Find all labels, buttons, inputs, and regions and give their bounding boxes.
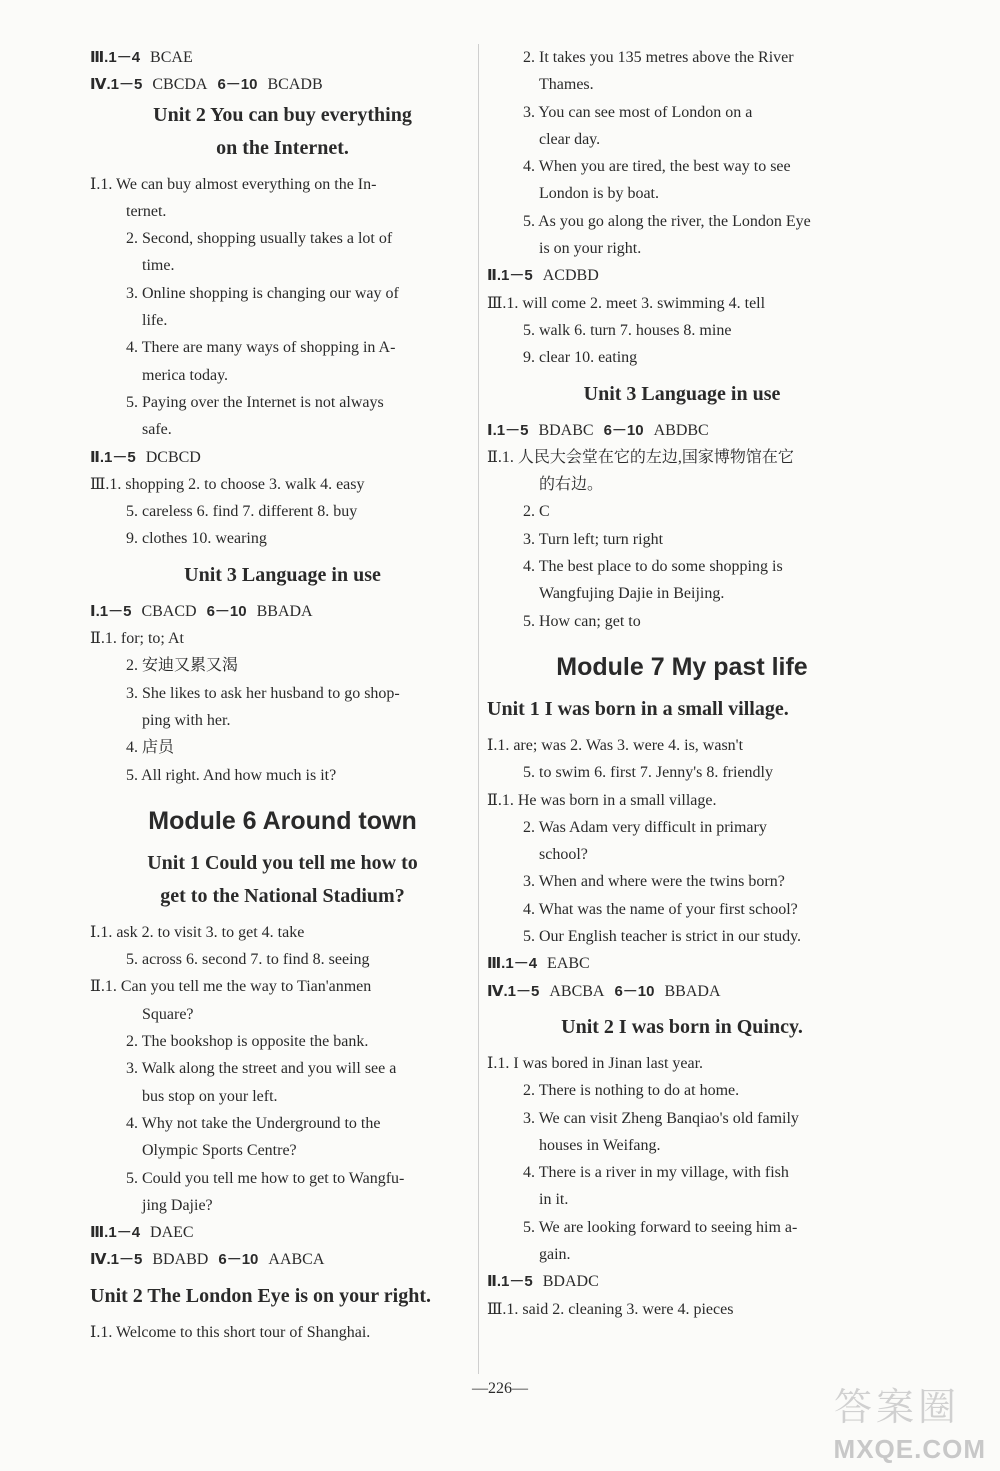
- answer-line: 5. Paying over the Internet is not always: [126, 393, 384, 411]
- answer-line: 9. clothes 10. wearing: [126, 530, 267, 548]
- unit-title: Unit 1 Could you tell me how to get to the National Stadium?: [147, 851, 418, 907]
- answer-line: Ⅲ.1－4 DAEC: [90, 1224, 194, 1242]
- answer-line: time.: [142, 257, 175, 275]
- answer-line: Ⅲ.1－4 BCAE: [90, 49, 193, 66]
- answer-line: is on your right.: [539, 240, 642, 258]
- answer-line: Ⅱ.1－5 ACDBD: [487, 267, 599, 285]
- answer-line: Ⅱ.1－5 DCBCD: [90, 448, 201, 466]
- unit-title: Unit 2 I was born in Quincy.: [561, 1015, 803, 1038]
- answer-line: 4. When you are tired, the best way to see: [523, 158, 791, 176]
- module-title: Module 6 Around town: [148, 806, 417, 835]
- answer-line: 4. Why not take the Underground to the: [126, 1114, 381, 1132]
- left-column: [90, 44, 475, 1346]
- answer-line: 2. Second, shopping usually takes a lot of: [126, 230, 393, 248]
- answer-line: Ⅳ.1－5 CBCDA 6－10 BCADB: [90, 76, 323, 94]
- answer-line: 3. You can see most of London on a: [523, 103, 753, 121]
- answer-line: Square?: [142, 1005, 194, 1023]
- answer-line: jing Dajie?: [142, 1196, 213, 1214]
- unit-title: Unit 2 You can buy everything on the Internet.: [153, 103, 412, 159]
- answer-line: 2. There is nothing to do at home.: [523, 1082, 740, 1100]
- watermark: MXQE.COM: [833, 1434, 986, 1464]
- answer-line: Ⅰ.1. Welcome to this short tour of Shanghai.: [90, 1323, 371, 1341]
- answer-line: Ⅲ.1. said 2. cleaning 3. were 4. pieces: [487, 1300, 734, 1318]
- answer-line: Ⅰ.1－5 BDABC 6－10 ABDBC: [487, 421, 709, 439]
- answer-line: houses in Weifang.: [539, 1136, 661, 1154]
- answer-line: Ⅳ.1－5 BDABD 6－10 AABCA: [90, 1251, 325, 1269]
- answer-line: Ⅰ.1. are; was 2. Was 3. were 4. is, wasn't: [487, 736, 744, 754]
- answer-line: in it.: [539, 1191, 569, 1209]
- answer-line: 5. All right. And how much is it?: [126, 766, 337, 784]
- answer-line: life.: [142, 312, 168, 330]
- column-divider: [478, 44, 479, 1374]
- answer-line: Ⅲ.1. shopping 2. to choose 3. walk 4. easy: [90, 475, 365, 493]
- answer-line: 5. walk 6. turn 7. houses 8. mine: [523, 321, 732, 339]
- answer-line: bus stop on your left.: [142, 1087, 278, 1105]
- unit-title: Unit 3 Language in use: [184, 563, 381, 586]
- answer-line: ternet.: [126, 202, 167, 220]
- answer-line: 9. clear 10. eating: [523, 349, 638, 367]
- unit-title: Unit 2 The London Eye is on your right.: [90, 1284, 432, 1307]
- answer-line: 5. How can; get to: [523, 612, 641, 630]
- answer-line: Olympic Sports Centre?: [142, 1142, 297, 1160]
- answer-line: 3. We can visit Zheng Banqiao's old family: [523, 1109, 799, 1127]
- unit-title: Unit 1 I was born in a small village.: [487, 697, 789, 720]
- unit-title: Unit 3 Language in use: [583, 382, 781, 405]
- answer-line: gain.: [539, 1245, 571, 1263]
- answer-line: 5. careless 6. find 7. different 8. buy: [126, 503, 358, 521]
- answer-line: 5. across 6. second 7. to find 8. seeing: [126, 951, 370, 969]
- answer-line: Ⅱ.1. He was born in a small village.: [487, 791, 717, 809]
- answer-line: Ⅰ.1. I was bored in Jinan last year.: [487, 1054, 704, 1072]
- answer-line: 5. Could you tell me how to get to Wangfu-: [126, 1169, 405, 1187]
- answer-line: 4. There are many ways of shopping in A-: [126, 339, 396, 357]
- answer-line: 4. What was the name of your first school?: [523, 900, 798, 918]
- answer-line: 4. The best place to do some shopping is: [523, 558, 783, 576]
- answer-line: Thames.: [539, 76, 594, 94]
- answer-line: Ⅳ.1－5 ABCBA 6－10 BBADA: [487, 982, 721, 1000]
- answer-line: 5. As you go along the river, the London Eye: [523, 212, 811, 230]
- answer-line: ping with her.: [142, 711, 231, 729]
- answer-line: 3. She likes to ask her husband to go shop-: [126, 684, 400, 702]
- answer-line: Ⅱ.1. 人民大会堂在它的左边,国家博物馆在它: [487, 448, 794, 466]
- answer-line: 3. When and where were the twins born?: [523, 873, 785, 891]
- answer-line: clear day.: [539, 130, 601, 148]
- answer-line: Ⅱ.1. for; to; At: [90, 630, 184, 648]
- answer-line: 3. Walk along the street and you will see a: [126, 1060, 397, 1078]
- answer-line: Ⅱ.1－5 BDADC: [487, 1273, 599, 1291]
- answer-line: Ⅲ.1－4 EABC: [487, 955, 590, 973]
- right-column: [487, 44, 877, 1323]
- answer-line: merica today.: [142, 366, 229, 384]
- answer-line: safe.: [142, 421, 172, 439]
- answer-line: 3. Turn left; turn right: [523, 530, 664, 548]
- answer-line: Ⅰ.1. ask 2. to visit 3. to get 4. take: [90, 923, 305, 941]
- answer-line: London is by boat.: [539, 185, 659, 203]
- module-title: Module 7 My past life: [556, 652, 808, 681]
- answer-line: 5. Our English teacher is strict in our study.: [523, 928, 802, 946]
- answer-line: Ⅱ.1. Can you tell me the way to Tian'anmen: [90, 978, 372, 996]
- answer-line: 4. 店员: [126, 739, 175, 757]
- watermark-logo: 答案圈: [833, 1385, 960, 1429]
- answer-line: 2. C: [523, 503, 550, 521]
- page-number: —226—: [472, 1380, 528, 1397]
- answer-line: Ⅲ.1. will come 2. meet 3. swimming 4. tell: [487, 294, 766, 312]
- answer-line: 2. It takes you 135 metres above the River: [523, 49, 794, 66]
- answer-line: 5. We are looking forward to seeing him a-: [523, 1218, 798, 1236]
- answer-line: Ⅰ.1. We can buy almost everything on the In-: [90, 175, 377, 193]
- answer-line: 的右边。: [539, 476, 604, 494]
- answer-line: 2. The bookshop is opposite the bank.: [126, 1033, 369, 1051]
- answer-line: 2. 安迪又累又渴: [126, 657, 239, 675]
- answer-line: Ⅰ.1－5 CBACD 6－10 BBADA: [90, 602, 313, 620]
- answer-line: school?: [539, 846, 588, 864]
- answer-line: 3. Online shopping is changing our way of: [126, 284, 399, 302]
- answer-line: 2. Was Adam very difficult in primary: [523, 818, 767, 836]
- answer-line: 5. to swim 6. first 7. Jenny's 8. friendly: [523, 764, 773, 782]
- answer-line: Wangfujing Dajie in Beijing.: [539, 585, 725, 603]
- answer-line: 4. There is a river in my village, with fish: [523, 1164, 789, 1182]
